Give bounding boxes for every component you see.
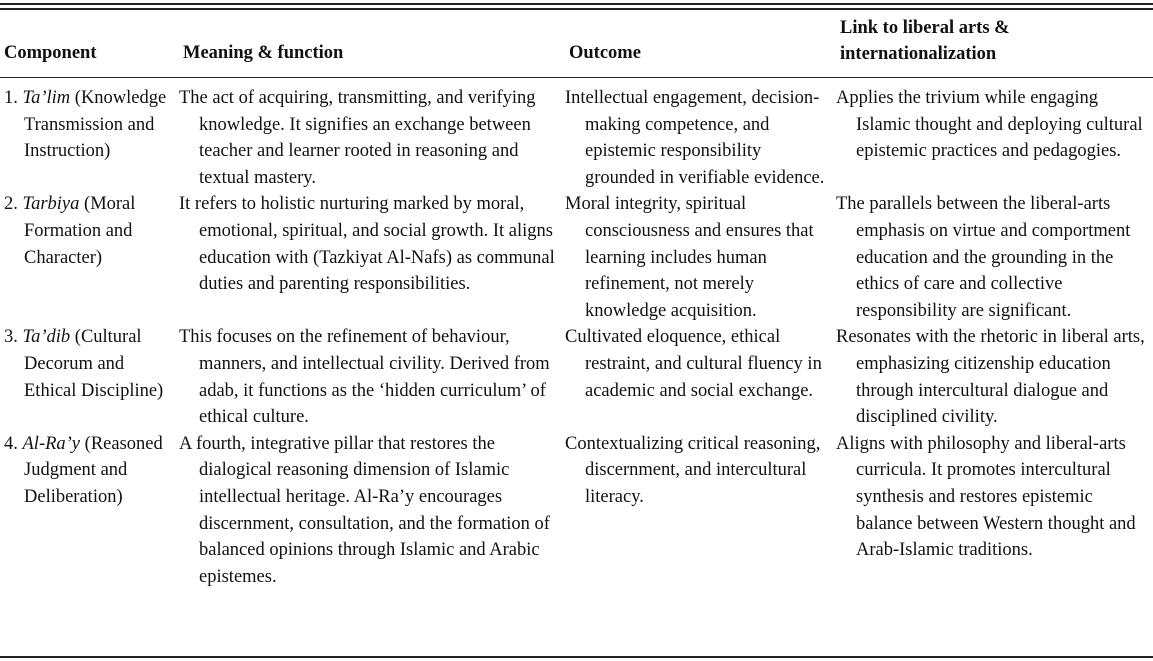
col-header-component: Component (4, 43, 97, 64)
row-number: 3. (4, 327, 18, 348)
meaning-cell: A fourth, integrative pillar that restores the dialogical reasoning dimension of Islamic intellectual heritage. Al-Ra’y encourages discernment, consultation, and the formation of balanced opinions through Islamic and Arabic epistemes. (179, 433, 550, 587)
col-header-outcome: Outcome (569, 43, 641, 64)
row-number: 1. (4, 88, 18, 108)
row-number: 4. (4, 433, 18, 454)
col-header-link: Link to liberal arts & internationalization (840, 18, 1010, 64)
link-cell: Applies the trivium while engaging Islamic thought and deploying cultural epistemic practices and pedagogies. (836, 88, 1143, 162)
component-gloss: (Moral Formation and Character) (24, 194, 136, 268)
table-row (0, 431, 1153, 591)
link-cell: Aligns with philosophy and liberal-arts curricula. It promotes intercultural synthesis and restores epistemic balance between Western thought and Arab-Islamic traditions. (836, 433, 1136, 561)
component-name: Al-Ra’y (22, 433, 81, 454)
components-table (0, 11, 1153, 590)
header-row (0, 11, 1153, 75)
component-name: Ta’lim (22, 88, 71, 108)
outcome-cell: Contextualizing critical reasoning, discernment, and intercultural literacy. (565, 433, 821, 507)
table-row (0, 191, 1153, 324)
meaning-cell: This focuses on the refinement of behaviour, manners, and intellectual civility. Derived from adab, it functions as the ‘hidden curriculum’ of ethical culture. (179, 327, 550, 428)
link-cell: Resonates with the rhetoric in liberal arts, emphasizing citizenship education through intercultural dialogue and disciplined civility. (836, 327, 1145, 428)
top-rule-inner (0, 8, 1153, 10)
component-name: Tarbiya (22, 194, 80, 215)
bottom-rule (0, 656, 1153, 658)
component-gloss: (Reasoned Judgment and Deliberation) (24, 433, 163, 507)
outcome-cell: Moral integrity, spiritual consciousness and ensures that learning includes human refinement, not merely knowledge acquisition. (565, 194, 814, 321)
component-gloss: (Knowledge Transmission and Instruction) (24, 88, 167, 162)
component-cell (0, 431, 179, 591)
table-row (0, 75, 1153, 191)
component-name: Ta’dib (22, 327, 71, 348)
table-row (0, 324, 1153, 430)
link-cell: The parallels between the liberal-arts emphasis on virtue and comportment education and the grounding in the ethics of care and collective responsibility are significant. (836, 194, 1131, 321)
component-cell (0, 75, 179, 191)
meaning-cell: It refers to holistic nurturing marked by moral, emotional, spiritual, and social growth. It aligns education with (Tazkiyat Al-Nafs) as communal duties and parenting responsibilities. (179, 194, 555, 295)
outcome-cell: Intellectual engagement, decision-making competence, and epistemic responsibility grounded in verifiable evidence. (565, 88, 825, 188)
outcome-cell: Cultivated eloquence, ethical restraint, and cultural fluency in academic and social exchange. (565, 327, 822, 401)
component-cell (0, 191, 179, 324)
meaning-cell: The act of acquiring, transmitting, and verifying knowledge. It signifies an exchange between teacher and learner rooted in reasoning and textual mastery. (179, 88, 536, 188)
component-gloss: (Cultural Decorum and Ethical Discipline) (24, 327, 164, 401)
component-cell (0, 324, 179, 430)
col-header-meaning: Meaning & function (183, 43, 344, 64)
top-rule (0, 3, 1153, 5)
row-number: 2. (4, 194, 18, 215)
